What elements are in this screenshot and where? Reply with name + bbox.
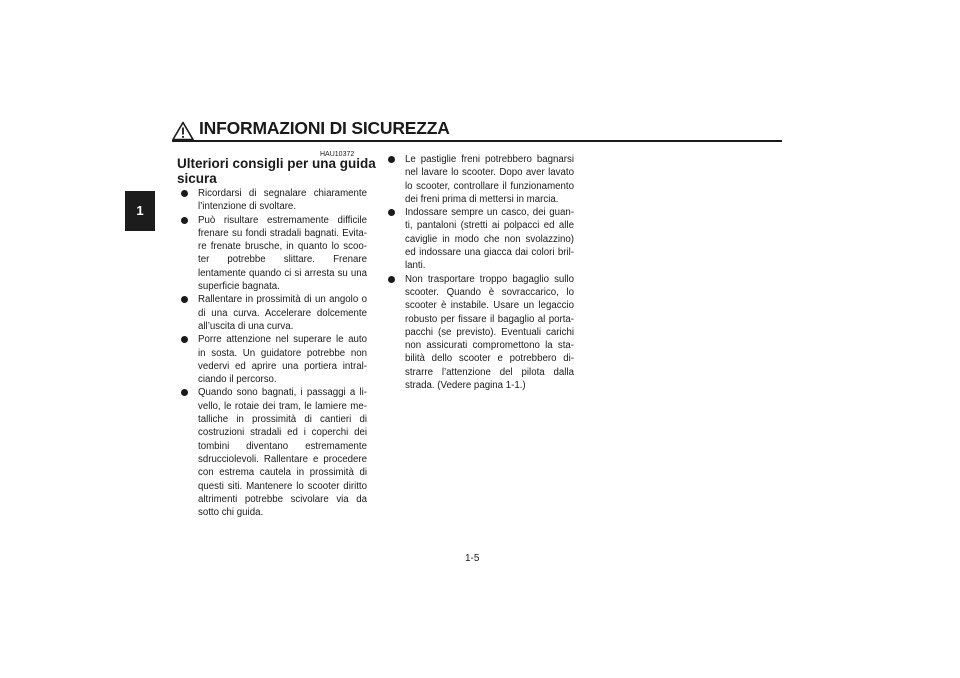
bullet-text: Non trasportare troppo bagaglio sullo scooter. Quando è sovraccarico, lo scooter è instabile. Usare un legaccio robusto per fissare il bagaglio al porta-pacchi (se previsto). Eventuali carichi non assicurati compromettono la sta-bilità dello scooter e potrebbero di-strarre l’attenzione del pilota dalla strada. (Vedere pagina 1-1.) <box>405 273 574 392</box>
bullet-text: Rallentare in prossimità di un angolo o di una curva. Accelerare dolcemente all’uscita di una curva. <box>198 294 367 332</box>
page-header <box>172 118 782 148</box>
section-code: HAU10372 <box>320 151 355 158</box>
header-rule <box>172 140 782 142</box>
bullet-icon <box>388 276 395 283</box>
bullet-item <box>180 214 367 294</box>
bullet-icon <box>181 336 188 343</box>
bullet-item <box>387 153 574 206</box>
bullet-text: Porre attenzione nel superare le auto in sosta. Un guidatore potrebbe non vedervi ed aprire una portiera intral-ciando il percorso. <box>198 334 367 386</box>
chapter-tab: 1 <box>125 191 155 231</box>
bullet-icon <box>388 209 395 216</box>
bullet-icon <box>181 389 188 396</box>
bullet-item <box>387 206 574 272</box>
bullet-item <box>180 333 367 386</box>
bullet-text: Indossare sempre un casco, dei guan-ti, pantaloni (stretti ai polpacci ed alle caviglie in modo che non svolazzino) ed indossare una giacca dai colori bril-lanti. <box>405 207 574 272</box>
bullet-text: Quando sono bagnati, i passaggi a li-vello, le rotaie dei tram, le lamiere me-talliche in prossimità di cantieri di costruzioni stradali ed i coperchi dei tombini diventano estremamente sdrucciolevoli. Rallentare e procedere con estrema cautela in prossimità di questi siti. Mantenere lo scooter diritto altrimenti potrebbe scivolare via da sotto chi guida. <box>198 387 367 519</box>
bullet-item <box>180 187 367 214</box>
bullet-icon <box>181 190 188 197</box>
bullet-icon <box>181 217 188 224</box>
warning-triangle-icon <box>172 121 194 141</box>
bullet-text: Le pastiglie freni potrebbero bagnarsi nel lavare lo scooter. Dopo aver lavato lo scooter, controllare il funzionamento dei freni prima di mettersi in marcia. <box>405 154 574 205</box>
bullet-text: Può risultare estremamente difficile frenare su fondi stradali bagnati. Evita-re frenate brusche, in quanto lo scoo-ter potrebbe slittare. Frenare lentamente quando ci si arresta su una superficie bagnata. <box>198 214 367 293</box>
bullet-icon <box>388 156 395 163</box>
left-bullet-list <box>180 187 367 519</box>
bullet-item <box>180 386 367 519</box>
bullet-item <box>387 273 574 393</box>
header-title: INFORMAZIONI DI SICUREZZA <box>199 118 450 138</box>
bullet-item <box>180 293 367 333</box>
bullet-text: Ricordarsi di segnalare chiaramente l’intenzione di svoltare. <box>198 188 367 213</box>
bullet-icon <box>181 296 188 303</box>
section-title: Ulteriori consigli per una guida sicura <box>177 156 376 186</box>
left-column <box>180 187 367 519</box>
right-column <box>387 153 574 392</box>
right-bullet-list <box>387 153 574 392</box>
page-number: 1-5 <box>465 553 480 564</box>
